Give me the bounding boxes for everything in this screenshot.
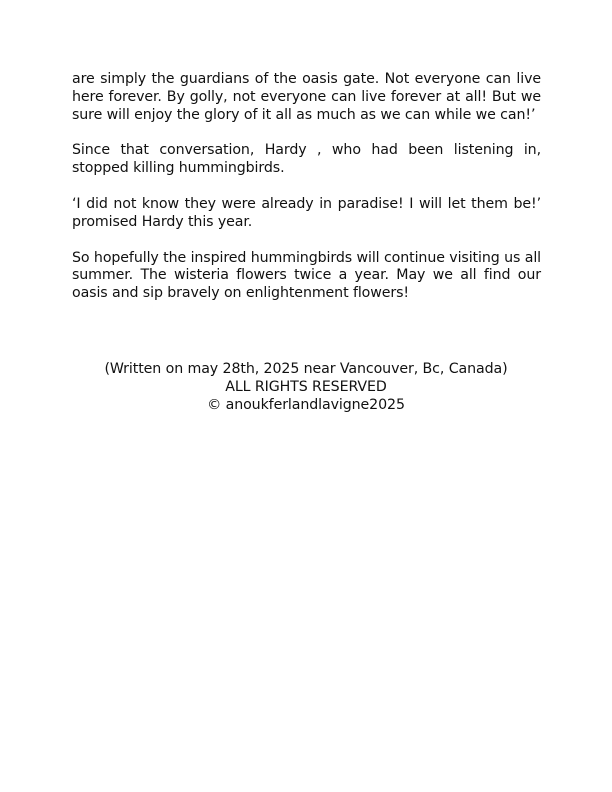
paragraph: ‘I did not know they were already in paradise! I will let them be!’ promised Hardy this year. xyxy=(72,195,541,230)
rights-notice: ALL RIGHTS RESERVED xyxy=(225,379,387,395)
paragraph: Since that conversation, Hardy , who had been listening in, stopped killing hummingbirds. xyxy=(72,142,541,177)
story-body xyxy=(72,71,541,303)
paragraph: So hopefully the inspired hummingbirds will continue visiting us all summer. The wisteria flowers twice a year. May we all find our oasis and sip bravely on enlightenment flowers! xyxy=(72,249,541,302)
page-footer xyxy=(60,360,552,414)
copyright-notice: © anoukferlandlavigne2025 xyxy=(207,397,405,413)
paragraph: are simply the guardians of the oasis gate. Not everyone can live here forever. By golly, not everyone can live forever at all! But we sure will enjoy the glory of it all as much as we can while we can!’ xyxy=(72,71,541,123)
written-note: (Written on may 28th, 2025 near Vancouver, Bc, Canada) xyxy=(104,361,508,377)
